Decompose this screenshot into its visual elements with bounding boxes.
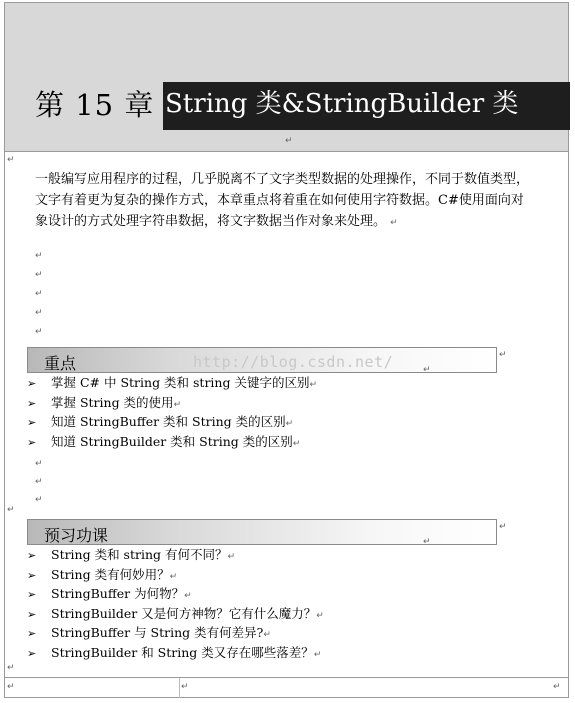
- paragraph-mark: ↵: [499, 522, 507, 532]
- footer-table-row: [5, 677, 568, 698]
- paragraph-mark: ↵: [553, 682, 561, 692]
- preview-list: [27, 545, 324, 662]
- chapter-header: [5, 3, 568, 152]
- paragraph-mark: ↵: [35, 251, 43, 261]
- list-item: ➢ StringBuilder 又是何方神物？它有什么魔力？↵: [27, 604, 324, 624]
- watermark: http://blog.csdn.net/: [193, 353, 394, 371]
- bullet-arrow-icon: ➢: [27, 607, 37, 621]
- bullet-arrow-icon: ➢: [27, 588, 37, 601]
- list-item: ➢ String 类有何妙用？↵: [27, 565, 324, 585]
- paragraph-mark: ↵: [35, 270, 43, 280]
- bullet-arrow-icon: ➢: [27, 435, 37, 449]
- blank-lines: [35, 455, 43, 509]
- paragraph-mark: ↵: [35, 308, 43, 318]
- paragraph-mark: ↵: [423, 365, 431, 375]
- list-item: ➢ StringBuffer 为何物？↵: [27, 584, 324, 604]
- bullet-arrow-icon: ➢: [27, 568, 37, 582]
- paragraph-mark: ↵: [35, 459, 43, 469]
- key-points-list: [27, 373, 317, 451]
- list-item: ➢ 掌握 String 类的使用↵: [27, 393, 317, 413]
- list-item: ➢ 知道 StringBuffer 类和 String 类的区别↵: [27, 412, 317, 432]
- section-key-points-title: 重点: [44, 354, 77, 373]
- bullet-arrow-icon: ➢: [27, 646, 37, 660]
- paragraph-mark: ↵: [285, 136, 293, 146]
- column-divider: [179, 678, 180, 698]
- paragraph-mark: ↵: [499, 350, 507, 360]
- bullet-arrow-icon: ➢: [27, 377, 37, 390]
- bullet-arrow-icon: ➢: [27, 627, 37, 640]
- bullet-arrow-icon: ➢: [27, 549, 37, 562]
- paragraph-mark: ↵: [390, 218, 398, 228]
- list-item: ➢ String 类和 string 有何不同？↵: [27, 545, 324, 565]
- bullet-arrow-icon: ➢: [27, 396, 37, 410]
- list-item: ➢ 知道 StringBuilder 类和 String 类的区别↵: [27, 432, 317, 452]
- list-item: ➢ StringBuilder 和 String 类又存在哪些落差？↵: [27, 643, 324, 663]
- paragraph-mark: ↵: [7, 155, 15, 165]
- section-preview-title: 预习功课: [44, 526, 109, 545]
- paragraph-mark: ↵: [181, 682, 189, 692]
- bullet-arrow-icon: ➢: [27, 416, 37, 429]
- paragraph-mark: ↵: [7, 505, 15, 515]
- blank-lines: [35, 247, 43, 342]
- intro-paragraph: [35, 169, 535, 234]
- paragraph-mark: ↵: [7, 682, 15, 692]
- document-page: [4, 2, 569, 698]
- paragraph-mark: ↵: [7, 663, 15, 673]
- list-item: ➢ 掌握 C# 中 String 类和 string 关键字的区别↵: [27, 373, 317, 393]
- chapter-number: 第 15 章: [35, 88, 155, 122]
- paragraph-mark: ↵: [35, 289, 43, 299]
- chapter-title: String 类&StringBuilder 类: [163, 82, 570, 130]
- intro-text: 一般编写应用程序的过程，几乎脱离不了文字类型数据的处理操作，不同于数值类型，文字有着更为复杂的操作方式，本章重点将着重在如何使用字符数据。C#使用面向对象设计的方式处理字符串数据，将文字数据当作对象来处理。: [35, 172, 530, 229]
- paragraph-mark: ↵: [35, 477, 43, 487]
- paragraph-mark: ↵: [35, 327, 43, 337]
- paragraph-mark: ↵: [423, 537, 431, 547]
- list-item: ➢ StringBuffer 与 String 类有何差异?↵: [27, 623, 324, 643]
- paragraph-mark: ↵: [35, 495, 43, 505]
